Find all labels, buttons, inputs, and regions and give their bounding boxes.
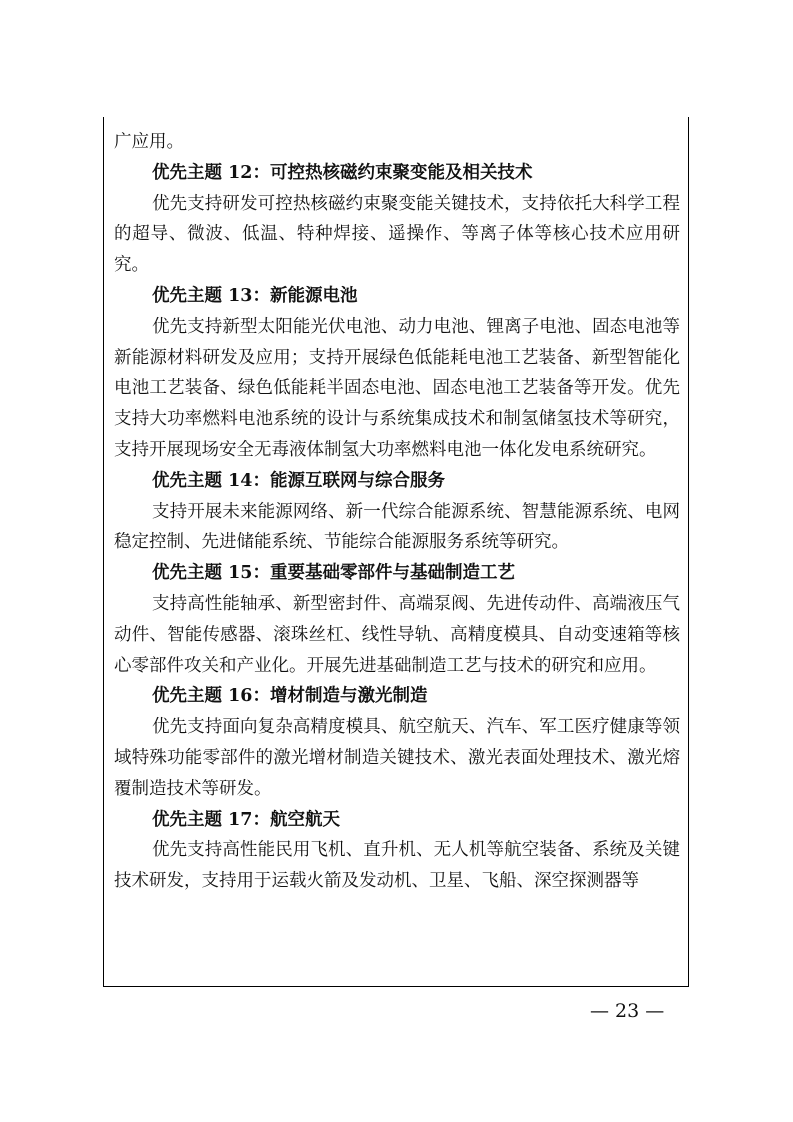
section-heading-14: 优先主题 14：能源互联网与综合服务 — [152, 470, 445, 491]
section-heading-15: 优先主题 15：重要基础零部件与基础制造工艺 — [152, 563, 515, 584]
section-body-13: 优先支持新型太阳能光伏电池、动力电池、锂离子电池、固态电池等新能源材料研发及应用；支持开展绿色低能耗电池工艺装备、新型智能化电池工艺装备、绿色低能耗半固态电池、固态电池工艺装备等开发。优先支持大功率燃料电池系统的设计与系统集成技术和制氢储氢技术等研究，支持开展现场安全无毒液体制氢大功率燃料电池一体化发电系统研究。 — [114, 316, 680, 460]
content-frame — [103, 117, 689, 987]
section-body-16: 优先支持面向复杂高精度模具、航空航天、汽车、军工医疗健康等领域特殊功能零部件的激光增材制造关键技术、激光表面处理技术、激光熔覆制造技术等研发。 — [114, 717, 680, 799]
section-heading-13: 优先主题 13：新能源电池 — [152, 285, 358, 306]
section-body-15: 支持高性能轴承、新型密封件、高端泵阀、先进传动件、高端液压气动件、智能传感器、滚珠丝杠、线性导轨、高精度模具、自动变速箱等核心零部件攻关和产业化。开展先进基础制造工艺与技术的研究和应用。 — [114, 593, 680, 676]
section-body-14: 支持开展未来能源网络、新一代综合能源系统、智慧能源系统、电网稳定控制、先进储能系统、节能综合能源服务系统等研究。 — [114, 501, 680, 553]
section-body-12: 优先支持研发可控热核磁约束聚变能关键技术，支持依托大科学工程的超导、微波、低温、特种焊接、遥操作、等离子体等核心技术应用研究。 — [114, 193, 680, 276]
page-number: — 23 — — [590, 1000, 665, 1022]
section-heading-16: 优先主题 16：增材制造与激光制造 — [152, 686, 428, 707]
section-body-17: 优先支持高性能民用飞机、直升机、无人机等航空装备、系统及关键技术研发，支持用于运载火箭及发动机、卫星、飞船、深空探测器等 — [114, 840, 680, 892]
lead-text: 广应用。 — [114, 132, 184, 152]
section-heading-12: 优先主题 12：可控热核磁约束聚变能及相关技术 — [152, 162, 533, 183]
section-heading-17: 优先主题 17：航空航天 — [152, 809, 340, 830]
